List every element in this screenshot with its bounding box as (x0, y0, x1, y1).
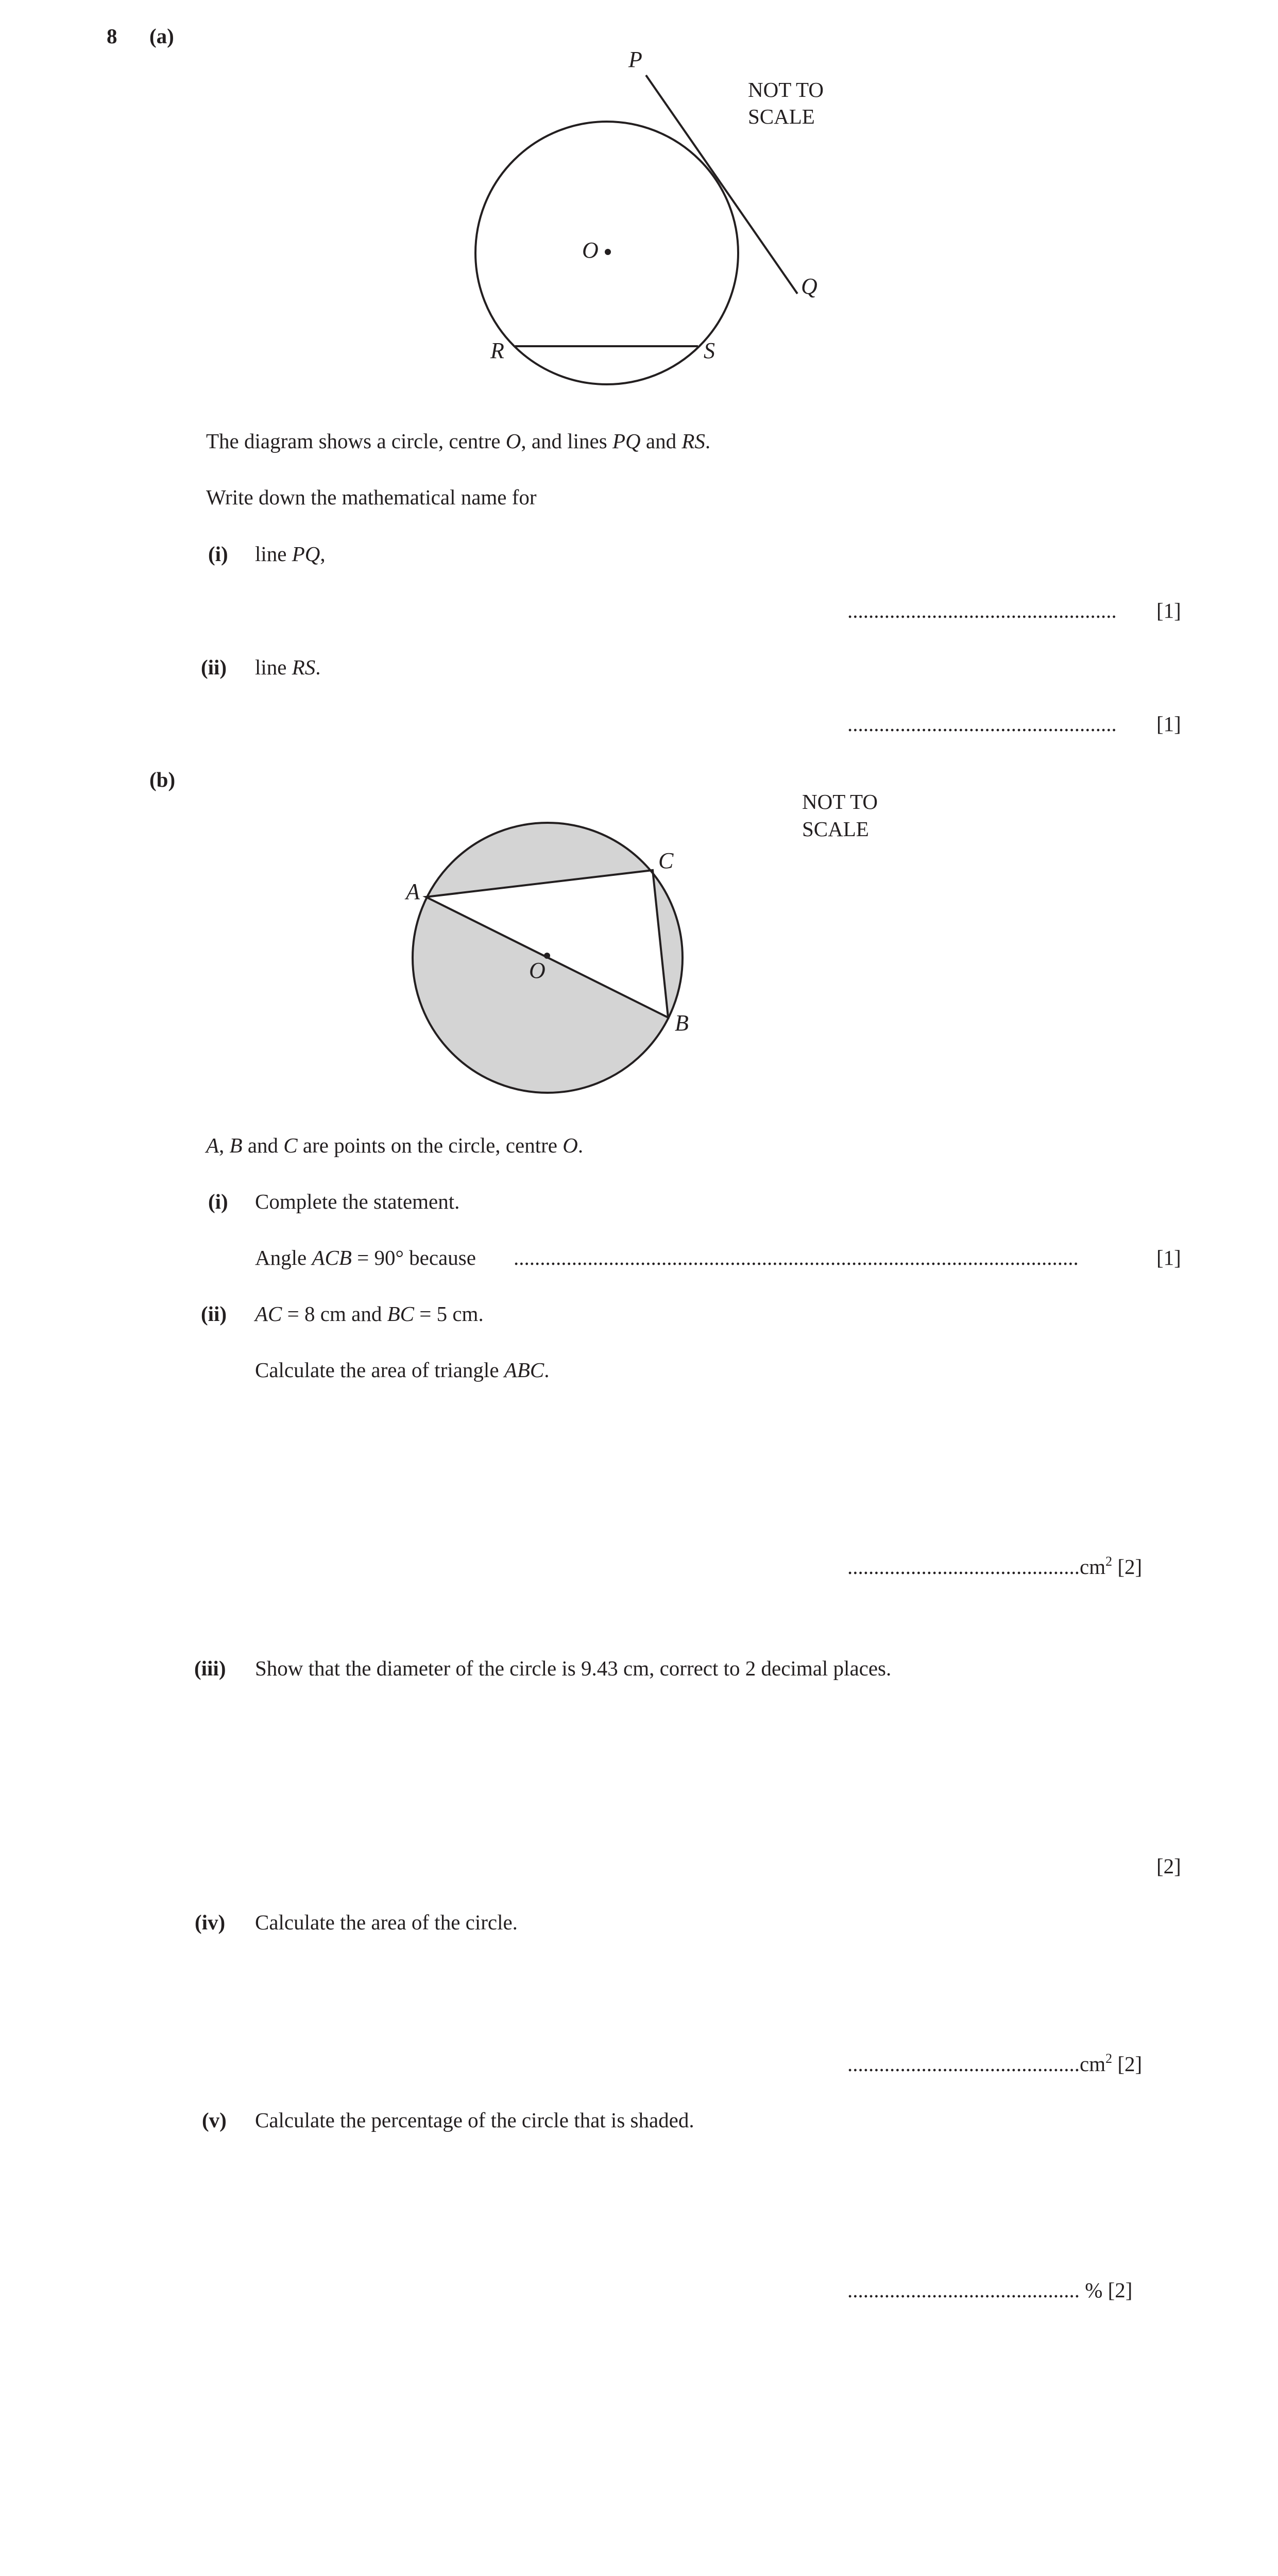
point-b-label: B (675, 1010, 689, 1036)
answer-line-a-ii[interactable]: ................................................... (847, 712, 1117, 736)
not-to-scale-a: NOT TO SCALE (748, 78, 824, 128)
part-b-iv-label: (iv) (195, 1910, 226, 1934)
part-a-label: (a) (149, 24, 174, 48)
point-o-label-b: O (529, 958, 546, 983)
part-b-iv-text: Calculate the area of the circle. (255, 1910, 518, 1934)
part-b-intro: A, B and C are points on the circle, centre O. (206, 1133, 584, 1157)
marks-b-i: [1] (1156, 1246, 1181, 1269)
part-b-i-label: (i) (208, 1190, 228, 1213)
answer-line-b-v[interactable]: ............................................ % [2] (847, 2278, 1133, 2302)
marks-b-v: [2] (1107, 2278, 1133, 2302)
answer-line-b-i[interactable]: ........................................................................................................... (514, 1246, 1079, 1269)
part-a-instruction: Write down the mathematical name for (206, 485, 537, 509)
point-o-label: O (582, 238, 599, 263)
point-p-label: P (628, 47, 642, 72)
part-a-i-label: (i) (208, 542, 228, 566)
part-b-ii-instruction: Calculate the area of triangle ABC. (255, 1358, 550, 1382)
part-b-i-statement: Angle ACB = 90° because (255, 1246, 476, 1269)
part-a-intro: The diagram shows a circle, centre O, and lines PQ and RS. (206, 429, 711, 453)
point-a-label: A (406, 879, 420, 904)
marks-b-iii: [2] (1156, 1854, 1181, 1878)
part-b-i-text: Complete the statement. (255, 1190, 460, 1213)
marks-a-ii: [1] (1156, 712, 1181, 736)
marks-b-iv: [2] (1117, 2052, 1143, 2076)
part-b-iii-label: (iii) (194, 1656, 226, 1680)
point-r-label: R (490, 338, 504, 363)
question-number: 8 (107, 24, 117, 48)
part-a-ii-text: line RS. (255, 655, 321, 679)
answer-line-b-ii[interactable]: $............................................cm^2$ [2] (847, 1554, 1143, 1579)
answer-line-b-iv[interactable]: $............................................cm^2$ [2] (847, 2051, 1143, 2076)
part-a-ii-label: (ii) (201, 655, 227, 679)
part-b-ii-text: AC = 8 cm and BC = 5 cm. (255, 1302, 484, 1326)
part-b-v-text: Calculate the percentage of the circle that is shaded. (255, 2108, 694, 2132)
marks-a-i: [1] (1156, 599, 1181, 622)
part-b-ii-label: (ii) (201, 1302, 227, 1326)
marks-b-ii: [2] (1117, 1555, 1143, 1579)
point-q-label: Q (801, 274, 817, 299)
part-b-iii-text: Show that the diameter of the circle is 9.43 cm, correct to 2 decimal places. (255, 1656, 892, 1680)
part-b-label: (b) (149, 768, 176, 791)
part-b-v-label: (v) (202, 2108, 227, 2132)
not-to-scale-b: NOT TO SCALE (802, 790, 878, 841)
point-c-label: C (658, 848, 674, 873)
inscribed-triangle-diagram (0, 0, 1278, 1133)
part-a-i-text: line PQ, (255, 542, 326, 566)
point-s-label: S (704, 338, 715, 363)
answer-line-a-i[interactable]: ................................................... (847, 599, 1117, 622)
